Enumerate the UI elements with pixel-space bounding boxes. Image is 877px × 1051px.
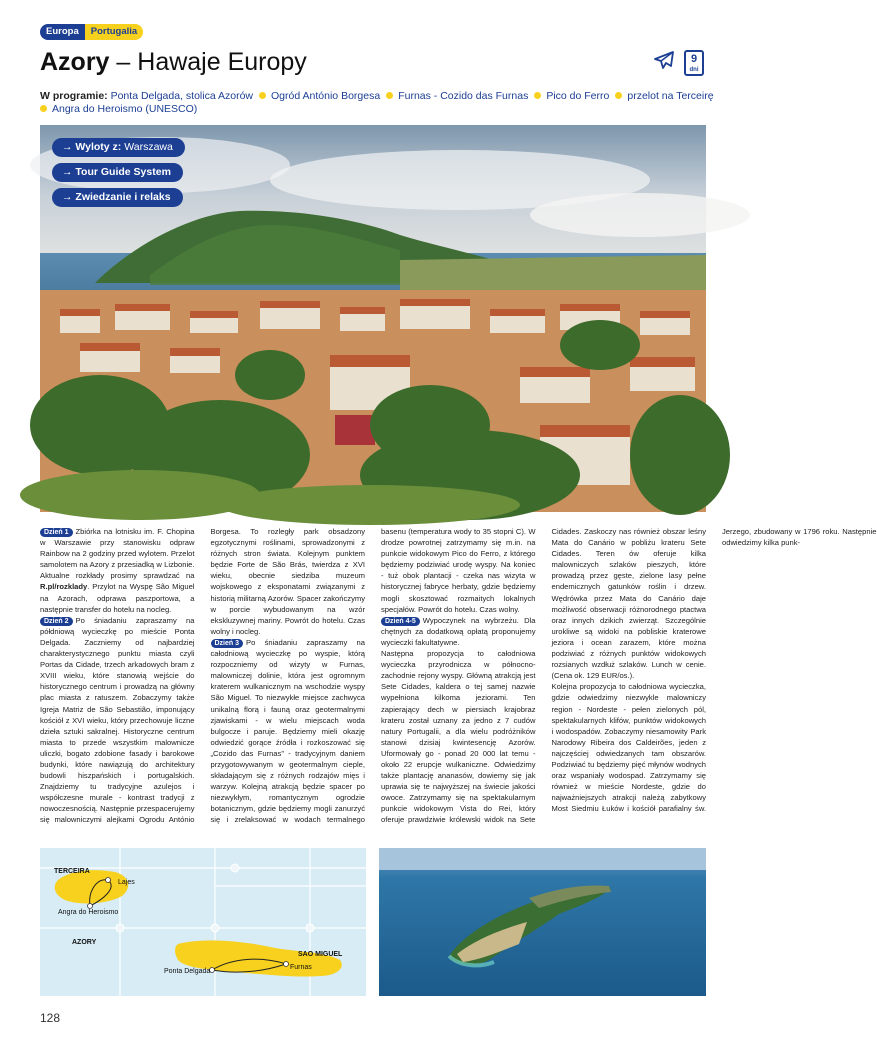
map-label-terceira: TERCEIRA: [54, 868, 90, 875]
schedule-link[interactable]: R.pl/rozklady: [40, 582, 88, 592]
program-item: Furnas - Cozido das Furnas: [398, 90, 529, 102]
fort-illustration: [379, 848, 706, 996]
sightseeing-badge: → Zwiedzanie i relaks: [52, 188, 183, 207]
plane-icon: [652, 48, 676, 77]
map-label-angra: Angra do Heroismo: [58, 909, 119, 916]
program-list: [40, 90, 716, 116]
category-tags: [40, 24, 143, 40]
days-calendar-icon: [684, 50, 704, 76]
bullet-dot-icon: [615, 92, 622, 99]
program-item: Angra do Heroismo (UNESCO): [52, 103, 198, 115]
map-label-furnas: Furnas: [290, 964, 312, 971]
day-label: Dzień 4-5: [381, 617, 420, 626]
title-rest: – Hawaje Europy: [109, 48, 307, 76]
excursion-paragraph: Następna propozycja to całodniowa wycieczka przyrodnicza w północno-zachodnie rejony wyspy. Główną atrakcją jest Sete Cidades, kaldera o tej samej nazwie wypełniona kilkoma jeziorami. Ten zapierający dech w piersiach krajobraz krateru został uznany za jedno z 7 cudów natury Portugalii, a dla wielu podróżników stanowi dzisiaj kwintesencję Azorów. Uformowały go - ponad 20 000 lat temu - około 22 erupcje wulkaniczne. Odwiedzimy także plantację ananasów, dowiemy się jak uprawia się te najwyższej na świecie jakości owoce. Zatrzymamy się na spektakularnym punkcie widokowym Vista do Rei, który oferuje prawdziwie królewski widok na Sete Cidades. Zaskoczy nas również obszar leśny Mata do Canário w pobliżu krateru Sete Cidades. Teren ów oferuje kilka malowniczych szlaków pieszych, które prowadzą przez gęste, zielone lasy pełne endemicznych gatunków roślin i drzew. Wędrówka przez Mata do Canário daje możliwość obserwacji różnorodnego ptactwa oraz innych dzikich zwierząt. Szczególnie urokliwe są widoki na pobliskie kraterowe jeziora i ocean zarazem, które można podziwiać z różnych punktów widokowych rozsianych wzdłuż szlaków. Lunch w cenie. (Cena ok. 129 EUR/os.).: [381, 527, 706, 825]
day-label: Dzień 1: [40, 528, 73, 537]
days-number: 9: [690, 52, 698, 65]
map-label-sao-miguel: SAO MIGUEL: [298, 951, 343, 958]
program-label: W programie:: [40, 90, 108, 102]
day-3-paragraph: Dzień 3 Po śniadaniu zapraszamy na całodniową wycieczkę po wyspie, którą rozpoczniemy od wizyty w Furnas, malowniczej dolinie, która jest ogromnym kraterem wulkanicznym na wschodzie wyspy São Miguel. To niezwykłe miejsce zachwyca unikalną florą i fauną oraz geotermalnymi zjawiskami - w wielu miejscach woda bulgocze i paruje. Będziemy mieli okazję odwiedzić gorące źródła i rozkoszować się „Cozido das Furnas” - tradycyjnym daniem przygotowywanym w geotermalnym cieple, składającym się z różnych rodzajów mięs i warzyw. Kolejną atrakcją będzie spacer po niezwykłym, romantycznym ogrodzie botanicznym, gdzie będziemy mogli zanurzyć się i zrelaksować w wodach termalnego basenu (temperatura wody to 35 stopni C). W drodze powrotnej zatrzymamy się m.in. na punkcie widokowym Pico do Ferro, z którego będziemy podziwiać urodę wyspy. Na koniec - tuż obok plantacji - czeka nas wizyta w historycznej fabryce herbaty, gdzie będziemy mogli skosztować rozmaitych lokalnych specjałów. Powrót do hotelu. Czas wolny.: [210, 527, 536, 825]
map-label-lajes: Lajes: [118, 879, 135, 886]
region-tag: Europa: [40, 24, 85, 40]
bullet-dot-icon: [40, 105, 47, 112]
hero-illustration: [40, 125, 706, 512]
fort-aerial-photo: [379, 848, 706, 996]
hero-photo-angra: [40, 125, 706, 512]
azores-map: [40, 848, 366, 996]
bullet-dot-icon: [259, 92, 266, 99]
bullet-dot-icon: [386, 92, 393, 99]
map-label-ponta-delgada: Ponta Delgada: [164, 968, 211, 975]
map-label-azory: AZORY: [72, 939, 97, 946]
title-strong: Azory: [40, 48, 110, 76]
country-tag: Portugalia: [85, 24, 143, 40]
page-title: [40, 46, 307, 78]
page-number: 128: [40, 1011, 61, 1025]
day-label: Dzień 3: [211, 639, 244, 648]
program-item: Pico do Ferro: [546, 90, 610, 102]
program-item: przelot na Terceirę: [627, 90, 714, 102]
days-unit: dni: [689, 66, 699, 73]
itinerary-text: [40, 526, 877, 836]
program-item: Ogród António Borgesa: [271, 90, 381, 102]
bullet-dot-icon: [534, 92, 541, 99]
day-2-paragraph: Dzień 2 Po śniadaniu zapraszamy na półdniową wycieczkę po mieście Ponta Delgada. Zaczniemy od najbardziej charakterystycznego punktu miasta czyli Portas da Cidade, trzech arkadowych bram z XVIII wieku, które stanowią wejście do historycznego centrum i prowadzą na główny plac miasta z ratuszem. Zobaczymy także Igreja Matriz de São Sebastião, imponujący kościół z XVI wieku, który przechowuje liczne dzieła sztuki sakralnej. Historyczne centrum miasta to przede wszystkim malownicze uliczki, bogato zdobione fasady i barokowe budynki, które nawiązują do architektury budowli hiszpańskich i portugalskich. Znajdziemy tu tradycyjne azulejos i współczesne murale - kontrast tradycji z nowoczesnością. Następnie przespacerujemy się malowniczymi alejkami Ogrodu António Borgesa. To rozległy park obsadzony egzotycznymi roślinami, sprowadzonymi z różnych stron świata. Kolejnym punktem będzie Forte de São Brás, twierdza z XVI wieku, obecnie siedziba muzeum wojskowego z eksponatami związanymi z historią militarną Azorów. Spacer zakończymy w porcie wybudowanym na wzór ekskluzywnej mariny. Powrót do hotelu. Czas wolny i nocleg.: [40, 527, 365, 825]
day-45-paragraph: Dzień 4-5 Wypoczynek na wybrzeżu. Dla chętnych za dodatkową opłatą proponujemy wycieczki fakultatywne.: [381, 615, 536, 647]
program-item: Ponta Delgada, stolica Azorów: [110, 90, 254, 102]
tour-guide-badge: → Tour Guide System: [52, 163, 183, 182]
flights-badge: → Wyloty z: Warszawa: [52, 138, 185, 157]
day-label: Dzień 2: [40, 617, 73, 626]
excursion-paragraph: Kolejna propozycja to całodniowa wycieczka, gdzie odwiedzimy niezwykle malowniczy region - Nordeste - pełen zielonych pól, spektakularnych klifów, punktów widokowych i wodospadów. Zobaczymy niesamowity Park Narodowy Ribeira dos Caldeirões, jeden z najczęściej odwiedzanych tam obszarów. Podziwiać tu będziemy pięć młynów wodnych oraz wspaniały wodospad. Zatrzymamy się również w mieście Nordeste, gdzie do najważniejszych atrakcji należą zabytkowy Most Siedmiu Łuków i kościół parafialny św. Jerzego, zbudowany w 1796 roku. Następnie odwiedzimy kilka punk-: [551, 527, 877, 814]
day-1-paragraph: Dzień 1 Zbiórka na lotnisku im. F. Chopina w Warszawie przy stanowisku odpraw Rainbow na 2 godziny przed wylotem. Przelot samolotem na Azory z przesiadką w Lizbonie. Aktualne rozkłady prosimy sprawdzać na R.pl/rozklady. Przylot na Wyspę São Miguel na Azorach, odprawa paszportowa, a następnie transfer do hotelu na nocleg.: [40, 527, 195, 614]
trip-info-icons: [652, 48, 704, 77]
